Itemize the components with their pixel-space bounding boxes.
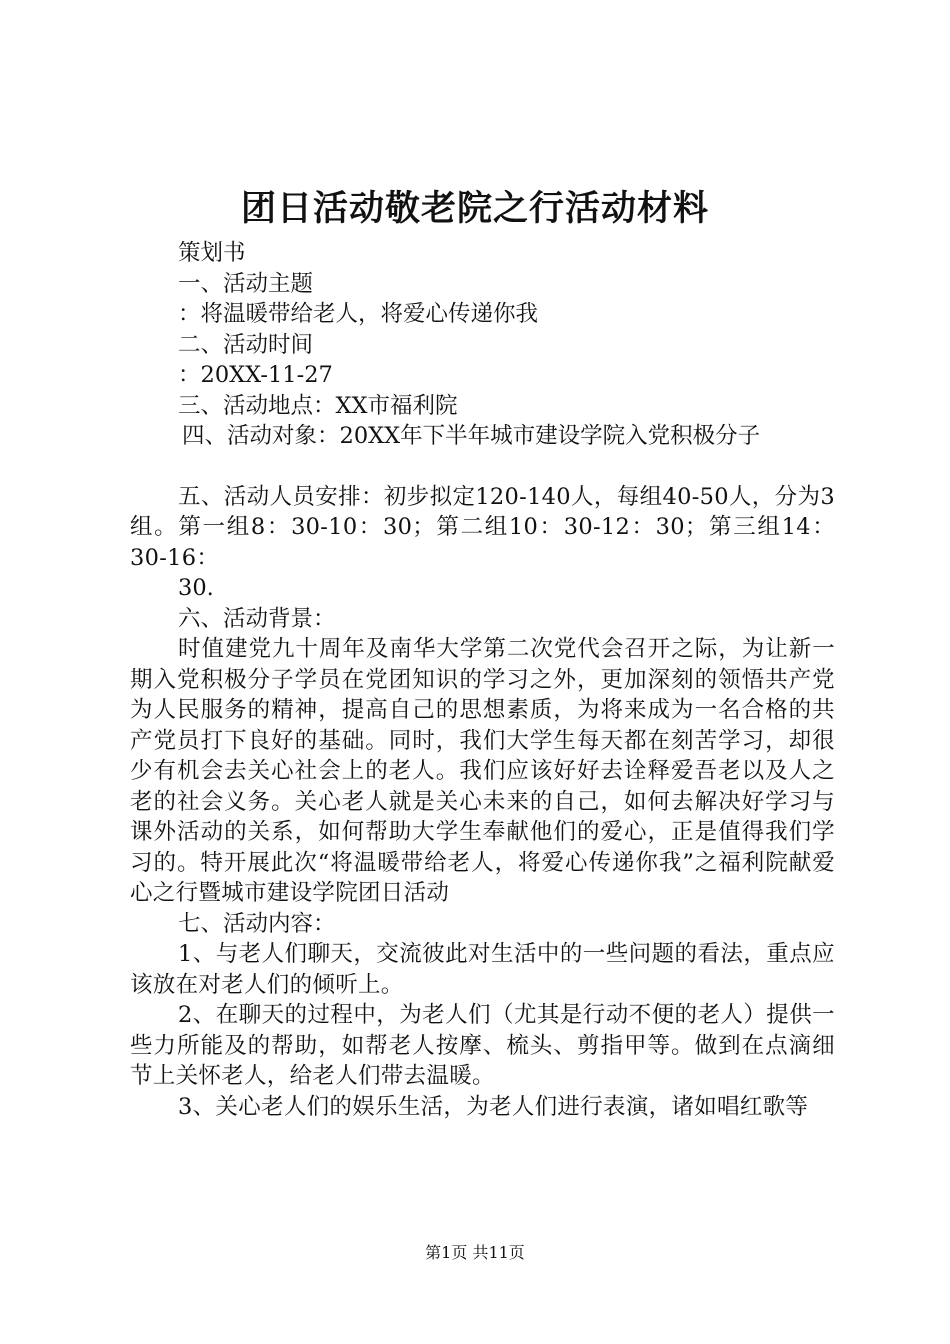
- section-4-line: 四、活动对象：20XX年下半年城市建设学院入党积极分子: [182, 423, 761, 449]
- section-5-paragraph: 五、活动人员安排：初步拟定120-140人，每组40-50人，分为3组。第一组8：30-10：30；第二组10：30-12：30；第三组14：30-16：: [130, 483, 835, 571]
- section-1-heading: 一、活动主题: [178, 270, 314, 297]
- subtitle-line: 策划书: [178, 240, 246, 266]
- section-2-value: ：20XX-11-27: [178, 362, 333, 388]
- section-6-paragraph: 时值建党九十周年及南华大学第二次党代会召开之际，为让新一期入党积极分子学员在党团知识的学习之外，更加深刻的领悟共产党为人民服务的精神，提高自己的思想素质，为将来成为一名合格的共产党员打下良好的基础。同时，我们大学生每天都在刻苦学习，却很少有机会去关心社会上的老人。我们应该好好去诠释爱吾老以及人之老的社会义务。关心老人就是关心未来的自己，如何去解决好学习与课外活动的关系，如何帮助大学生奉献他们的爱心，正是值得我们学习的。特开展此次“将温暖带给老人，将爱心传递你我”之福利院献爱心之行暨城市建设学院团日活动: [130, 636, 835, 906]
- document-title: 团日活动敬老院之行活动材料: [240, 188, 709, 229]
- section-2-heading: 二、活动时间: [178, 331, 314, 358]
- spacer: [130, 452, 835, 482]
- section-7-heading: 七、活动内容：: [178, 910, 336, 937]
- page-number: 第1页 共11页: [425, 1243, 525, 1262]
- section-5-tail: 30.: [178, 575, 214, 601]
- document-body: [130, 238, 835, 1122]
- section-6-heading: 六、活动背景：: [178, 605, 336, 632]
- content-item-3: 3、关心老人们的娱乐生活，为老人们进行表演，诸如唱红歌等: [178, 1093, 809, 1120]
- content-item-1: 1、与老人们聊天，交流彼此对生活中的一些问题的看法，重点应该放在对老人们的倾听上。: [130, 941, 835, 998]
- content-item-2: 2、在聊天的过程中，为老人们（尤其是行动不便的老人）提供一些力所能及的帮助，如帮老人按摩、梳头、剪指甲等。做到在点滴细节上关怀老人，给老人们带去温暖。: [130, 1002, 835, 1089]
- section-1-value: ：将温暖带给老人，将爱心传递你我: [178, 301, 539, 327]
- section-3-line: 三、活动地点：XX市福利院: [178, 392, 458, 419]
